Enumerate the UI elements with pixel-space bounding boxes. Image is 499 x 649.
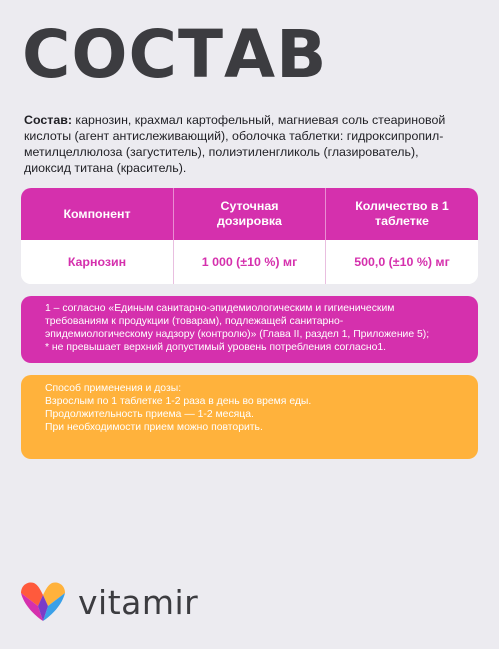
heart-v-logo-icon xyxy=(18,579,68,625)
composition-line: диоксид титана (краситель). xyxy=(24,161,187,175)
composition-text xyxy=(24,112,480,176)
cell-per-tablet: 500,0 (±10 %) мг xyxy=(325,240,478,284)
header-per-tablet: Количество в 1 таблетке xyxy=(325,188,478,240)
brand-logo xyxy=(18,579,198,625)
composition-line: карнозин, крахмал картофельный, магниевая соль стеариновой xyxy=(71,113,446,127)
footnote-box xyxy=(21,296,478,363)
usage-line: При необходимости прием можно повторить. xyxy=(45,422,263,433)
footnote-line: * не превышает верхний допустимый уровень потребления согласно1. xyxy=(45,342,387,353)
composition-label: Состав: xyxy=(24,113,72,127)
header-daily-dose: Суточная дозировка xyxy=(173,188,325,240)
page-title: СОСТАВ xyxy=(22,16,328,93)
footnote-line: 1 – согласно «Единым санитарно-эпидемиологическим и гигиеническим xyxy=(45,303,395,314)
footnote-line: требованиям к продукции (товарам), подлежащей санитарно- xyxy=(45,316,344,327)
composition-line: кислоты (агент антислеживающий), оболочка таблетки: гидроксипропил- xyxy=(24,129,444,143)
table-header xyxy=(21,188,478,240)
dosage-table xyxy=(21,188,478,284)
footnote-line: эпидемиологическому надзору (контролю)» (Глава II, раздел 1, Приложение 5); xyxy=(45,329,430,340)
usage-heading: Способ применения и дозы: xyxy=(45,383,182,394)
usage-box xyxy=(21,375,478,459)
usage-line: Продолжительность приема — 1-2 месяца. xyxy=(45,409,254,420)
cell-daily-dose: 1 000 (±10 %) мг xyxy=(173,240,325,284)
brand-name: vitamir xyxy=(78,582,199,622)
table-row xyxy=(21,240,478,284)
header-component: Компонент xyxy=(63,206,131,221)
usage-line: Взрослым по 1 таблетке 1-2 раза в день во время еды. xyxy=(45,396,312,407)
cell-component: Карнозин xyxy=(67,254,127,269)
composition-line: метилцеллюлоза (загуститель), полиэтиленгликоль (глазирователь), xyxy=(24,145,419,159)
